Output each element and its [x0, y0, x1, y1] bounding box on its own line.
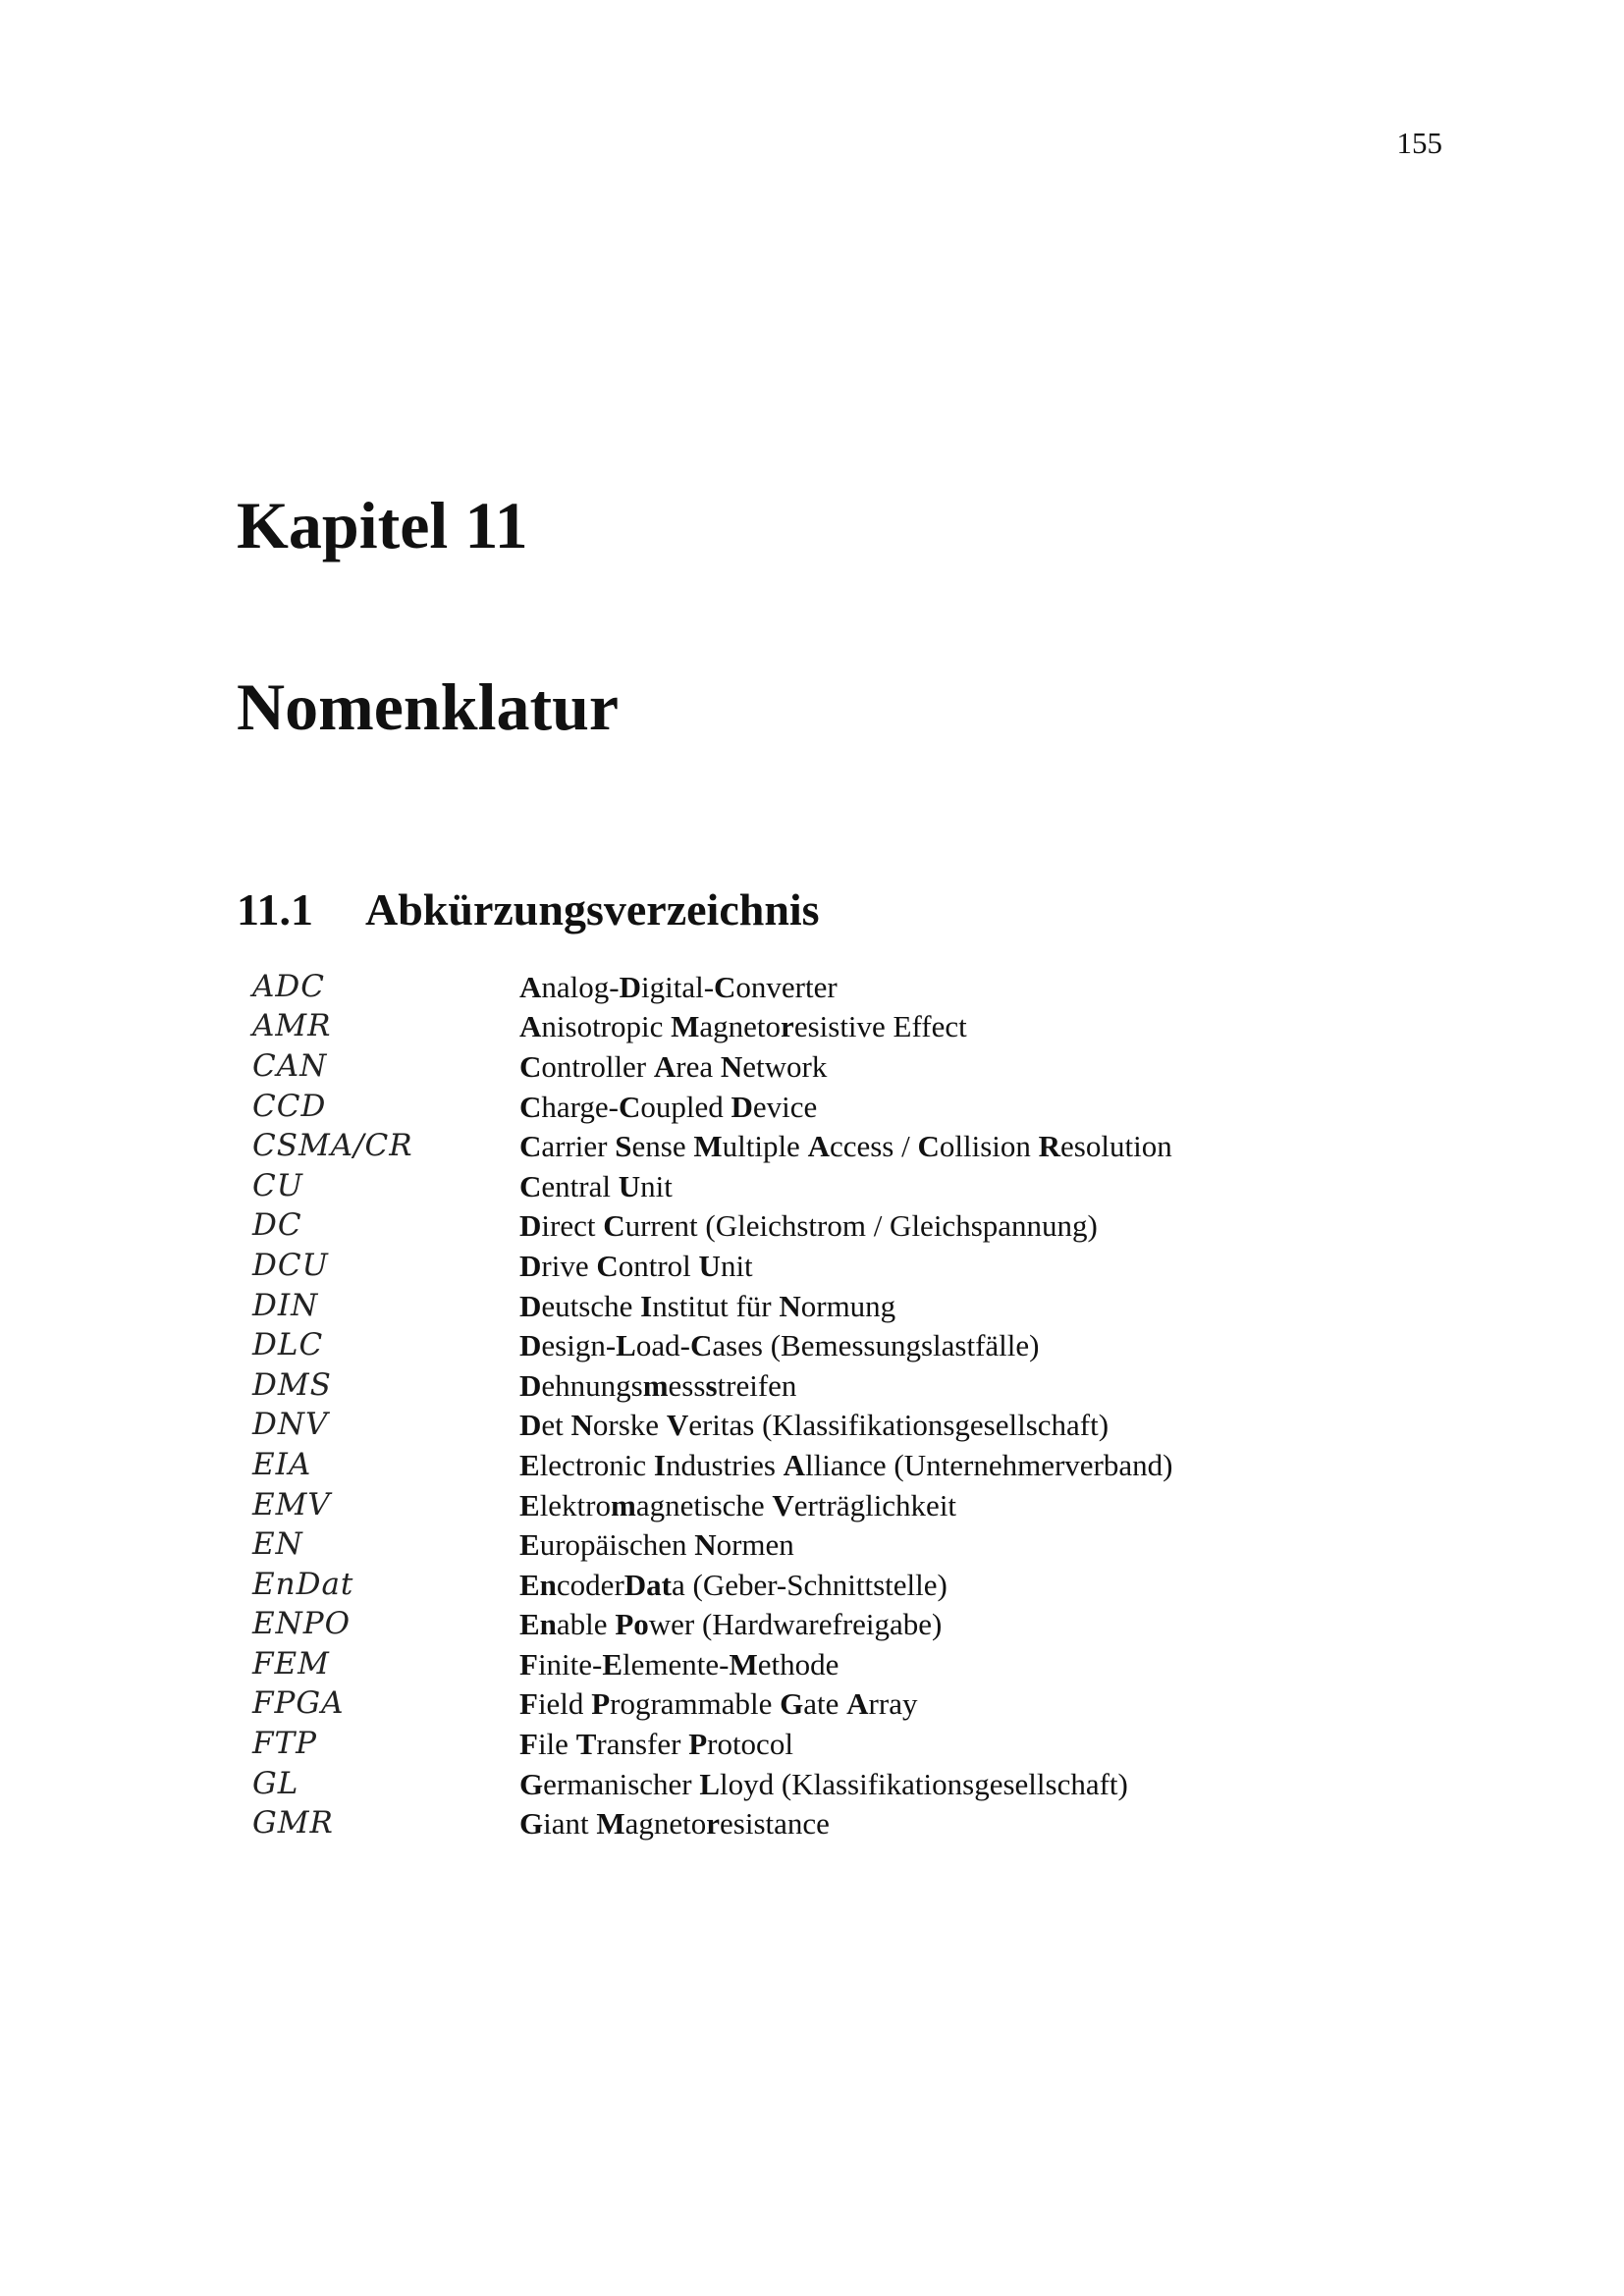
abbreviation-term: ADC: [252, 968, 325, 1004]
abbreviation-row: [252, 1644, 1431, 1684]
abbreviation-row: [252, 1046, 1431, 1087]
abbreviation-term: EIA: [252, 1446, 312, 1482]
abbreviation-definition: Central Unit: [519, 1168, 673, 1203]
abbreviation-definition: Europäischen Normen: [519, 1527, 794, 1563]
abbreviation-row: [252, 1764, 1431, 1804]
abbreviation-term: DC: [252, 1207, 302, 1244]
abbreviation-row: [252, 1445, 1431, 1485]
abbreviation-row: [252, 1286, 1431, 1326]
abbreviation-term: GL: [252, 1765, 299, 1801]
abbreviation-definition: Design-Load-Cases (Bemessungslastfälle): [519, 1328, 1040, 1363]
abbreviation-term: DIN: [252, 1287, 319, 1323]
abbreviation-definition: Elektromagnetische Verträglichkeit: [519, 1487, 957, 1522]
abbreviation-row: [252, 967, 1431, 1007]
abbreviation-definition: Analog-Digital-Converter: [519, 969, 838, 1004]
abbreviation-row: [252, 1166, 1431, 1206]
abbreviation-term: DMS: [252, 1366, 332, 1403]
section-number: 11.1: [237, 884, 313, 935]
abbreviation-row: [252, 1365, 1431, 1406]
abbreviation-list: [252, 967, 1431, 1843]
abbreviation-row: [252, 1684, 1431, 1725]
chapter-label: Kapitel 11: [237, 487, 528, 562]
abbreviation-term: AMR: [252, 1008, 332, 1044]
abbreviation-row: [252, 1406, 1431, 1446]
abbreviation-term: CU: [252, 1167, 303, 1203]
abbreviation-row: [252, 1565, 1431, 1605]
abbreviation-term: FEM: [252, 1645, 330, 1682]
abbreviation-row: [252, 1206, 1431, 1247]
section-title: Abkürzungsverzeichnis: [365, 884, 820, 935]
abbreviation-definition: Finite-Elemente-Methode: [519, 1646, 839, 1682]
abbreviation-term: EN: [252, 1526, 303, 1563]
abbreviation-definition: Electronic Industries Alliance (Unternehmerverband): [519, 1447, 1173, 1482]
abbreviation-definition: Det Norske Veritas (Klassifikationsgesellschaft): [519, 1408, 1110, 1443]
abbreviation-definition: File Transfer Protocol: [519, 1727, 793, 1762]
abbreviation-term: CSMA/CR: [252, 1128, 413, 1164]
abbreviation-definition: Drive Control Unit: [519, 1248, 753, 1283]
abbreviation-definition: Dehnungsmessstreifen: [519, 1367, 797, 1403]
abbreviation-term: EnDat: [252, 1566, 354, 1602]
abbreviation-definition: Carrier Sense Multiple Access / Collision Resolution: [519, 1129, 1172, 1164]
abbreviation-term: EMV: [252, 1486, 331, 1522]
abbreviation-term: ENPO: [252, 1606, 352, 1642]
abbreviation-row: [252, 1605, 1431, 1645]
abbreviation-term: CAN: [252, 1047, 328, 1084]
abbreviation-row: [252, 1803, 1431, 1843]
abbreviation-definition: EncoderData (Geber-Schnittstelle): [519, 1567, 947, 1602]
abbreviation-row: [252, 1325, 1431, 1365]
abbreviation-definition: Anisotropic Magnetoresistive Effect: [519, 1009, 967, 1044]
abbreviation-term: DNV: [252, 1407, 329, 1443]
abbreviation-definition: Controller Area Network: [519, 1048, 828, 1084]
abbreviation-row: [252, 1007, 1431, 1047]
abbreviation-definition: Germanischer Lloyd (Klassifikationsgesellschaft): [519, 1766, 1128, 1801]
page-number: 155: [1396, 126, 1442, 160]
abbreviation-term: GMR: [252, 1805, 334, 1842]
abbreviation-definition: Enable Power (Hardwarefreigabe): [519, 1607, 943, 1642]
abbreviation-row: [252, 1126, 1431, 1166]
abbreviation-term: DLC: [252, 1327, 324, 1363]
section-heading: [237, 884, 820, 935]
abbreviation-term: FTP: [252, 1726, 318, 1762]
abbreviation-row: [252, 1087, 1431, 1127]
abbreviation-definition: Charge-Coupled Device: [519, 1089, 818, 1124]
abbreviation-term: FPGA: [252, 1685, 345, 1722]
abbreviation-row: [252, 1485, 1431, 1525]
chapter-title: Nomenklatur: [237, 668, 620, 744]
abbreviation-definition: Field Programmable Gate Array: [519, 1686, 918, 1722]
abbreviation-term: DCU: [252, 1247, 329, 1283]
abbreviation-row: [252, 1724, 1431, 1764]
abbreviation-term: CCD: [252, 1088, 327, 1124]
abbreviation-row: [252, 1524, 1431, 1565]
abbreviation-row: [252, 1246, 1431, 1286]
abbreviation-definition: Giant Magnetoresistance: [519, 1806, 830, 1842]
abbreviation-definition: Direct Current (Gleichstrom / Gleichspannung): [519, 1208, 1098, 1244]
abbreviation-definition: Deutsche Institut für Normung: [519, 1288, 896, 1323]
